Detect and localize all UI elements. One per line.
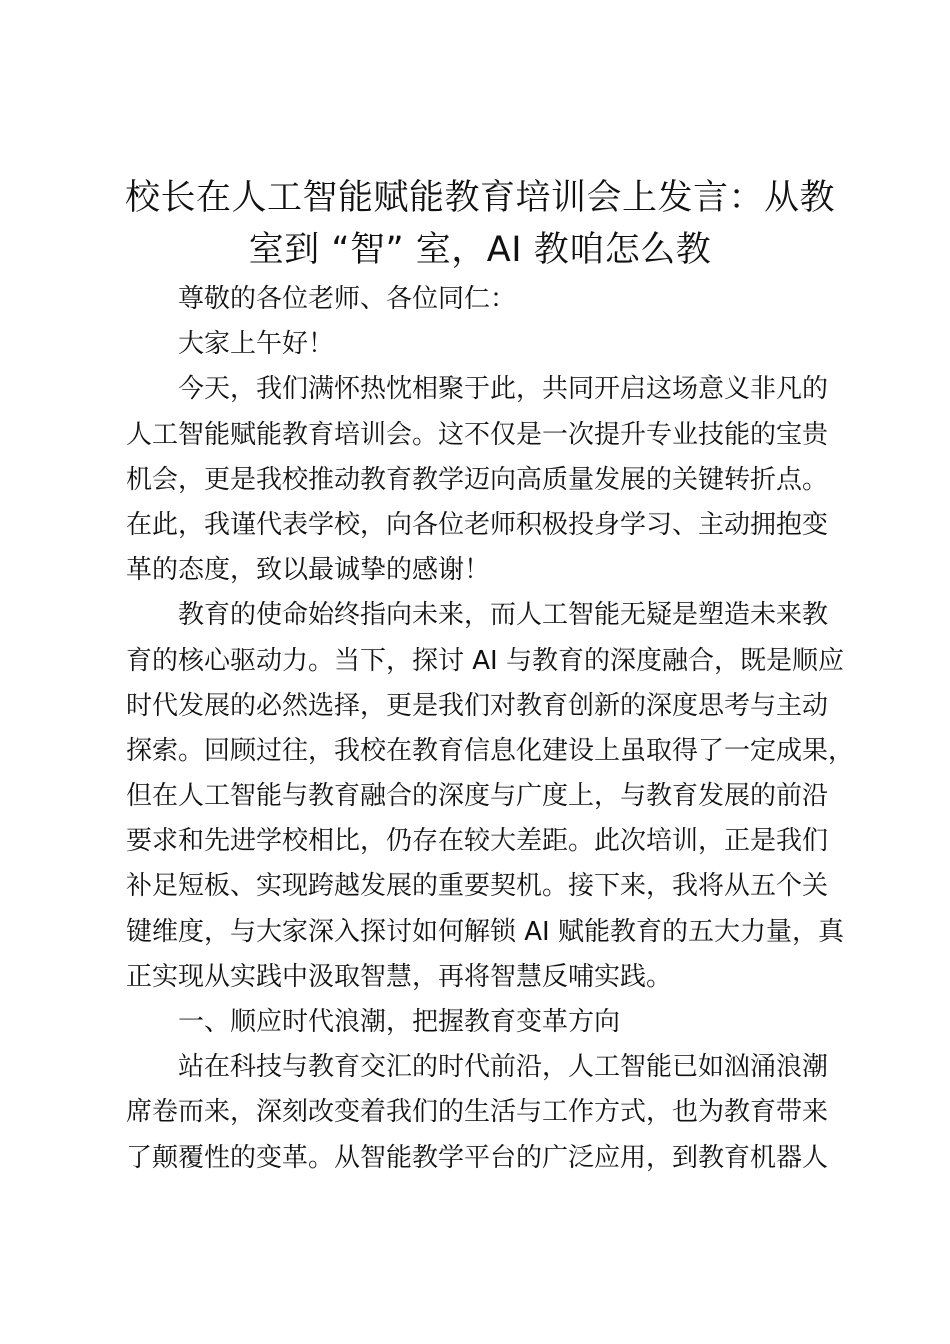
- section-heading-1: [126, 1000, 846, 1045]
- paragraph-line: 育的核心驱动力。当下，探讨 AI 与教育的深度融合，既是顺应: [126, 645, 844, 676]
- paragraph-line: 站在科技与教育交汇的时代前沿，人工智能已如汹涌浪潮: [178, 1052, 829, 1083]
- section-heading-text: 一、顺应时代浪潮，把握教育变革方向: [178, 1007, 621, 1037]
- paragraph-line: 今天，我们满怀热忱相聚于此，共同开启这场意义非凡的: [178, 374, 829, 405]
- paragraph-line: 革的态度，致以最诚挚的感谢！: [126, 555, 491, 586]
- paragraph-line: 正实现从实践中汲取智慧，再将智慧反哺实践。: [126, 961, 673, 992]
- paragraph-line: 机会，更是我校推动教育教学迈向高质量发展的关键转折点。: [126, 464, 829, 495]
- paragraph-line: 补足短板、实现跨越发展的重要契机。接下来，我将从五个关: [126, 871, 829, 902]
- document-title: [110, 172, 850, 276]
- paragraph-line: 在此，我谨代表学校，向各位老师积极投身学习、主动拥抱变: [126, 509, 829, 540]
- greeting: [126, 322, 846, 367]
- paragraph-opening: [126, 367, 846, 593]
- paragraph-line: 人工智能赋能教育培训会。这不仅是一次提升专业技能的宝贵: [126, 419, 829, 450]
- document-body: [126, 277, 855, 1181]
- paragraph-line: 时代发展的必然选择，更是我们对教育创新的深度思考与主动: [126, 690, 829, 721]
- greeting-text: 大家上午好！: [178, 329, 335, 360]
- paragraph-mission: [126, 593, 855, 1000]
- paragraph-line: 了颠覆性的变革。从智能教学平台的广泛应用，到教育机器人: [126, 1142, 829, 1173]
- salutation-text: 尊敬的各位老师、各位同仁：: [178, 284, 517, 314]
- title-line-2: 室到 “智” 室，AI 教咱怎么教: [248, 230, 712, 270]
- paragraph-line: 席卷而来，深刻改变着我们的生活与工作方式，也为教育带来: [126, 1097, 829, 1128]
- paragraph-line: 教育的使命始终指向未来，而人工智能无疑是塑造未来教: [178, 600, 829, 631]
- paragraph-line: 键维度，与大家深入探讨如何解锁 AI 赋能教育的五大力量，真: [126, 916, 844, 947]
- salutation: [126, 277, 846, 322]
- paragraph-era: [126, 1045, 846, 1181]
- paragraph-line: 探索。回顾过往，我校在教育信息化建设上虽取得了一定成果，: [126, 735, 855, 766]
- paragraph-line: 要求和先进学校相比，仍存在较大差距。此次培训，正是我们: [126, 826, 829, 857]
- title-line-1: 校长在人工智能赋能教育培训会上发言：从教: [124, 178, 835, 218]
- paragraph-line: 但在人工智能与教育融合的深度与广度上，与教育发展的前沿: [126, 781, 829, 812]
